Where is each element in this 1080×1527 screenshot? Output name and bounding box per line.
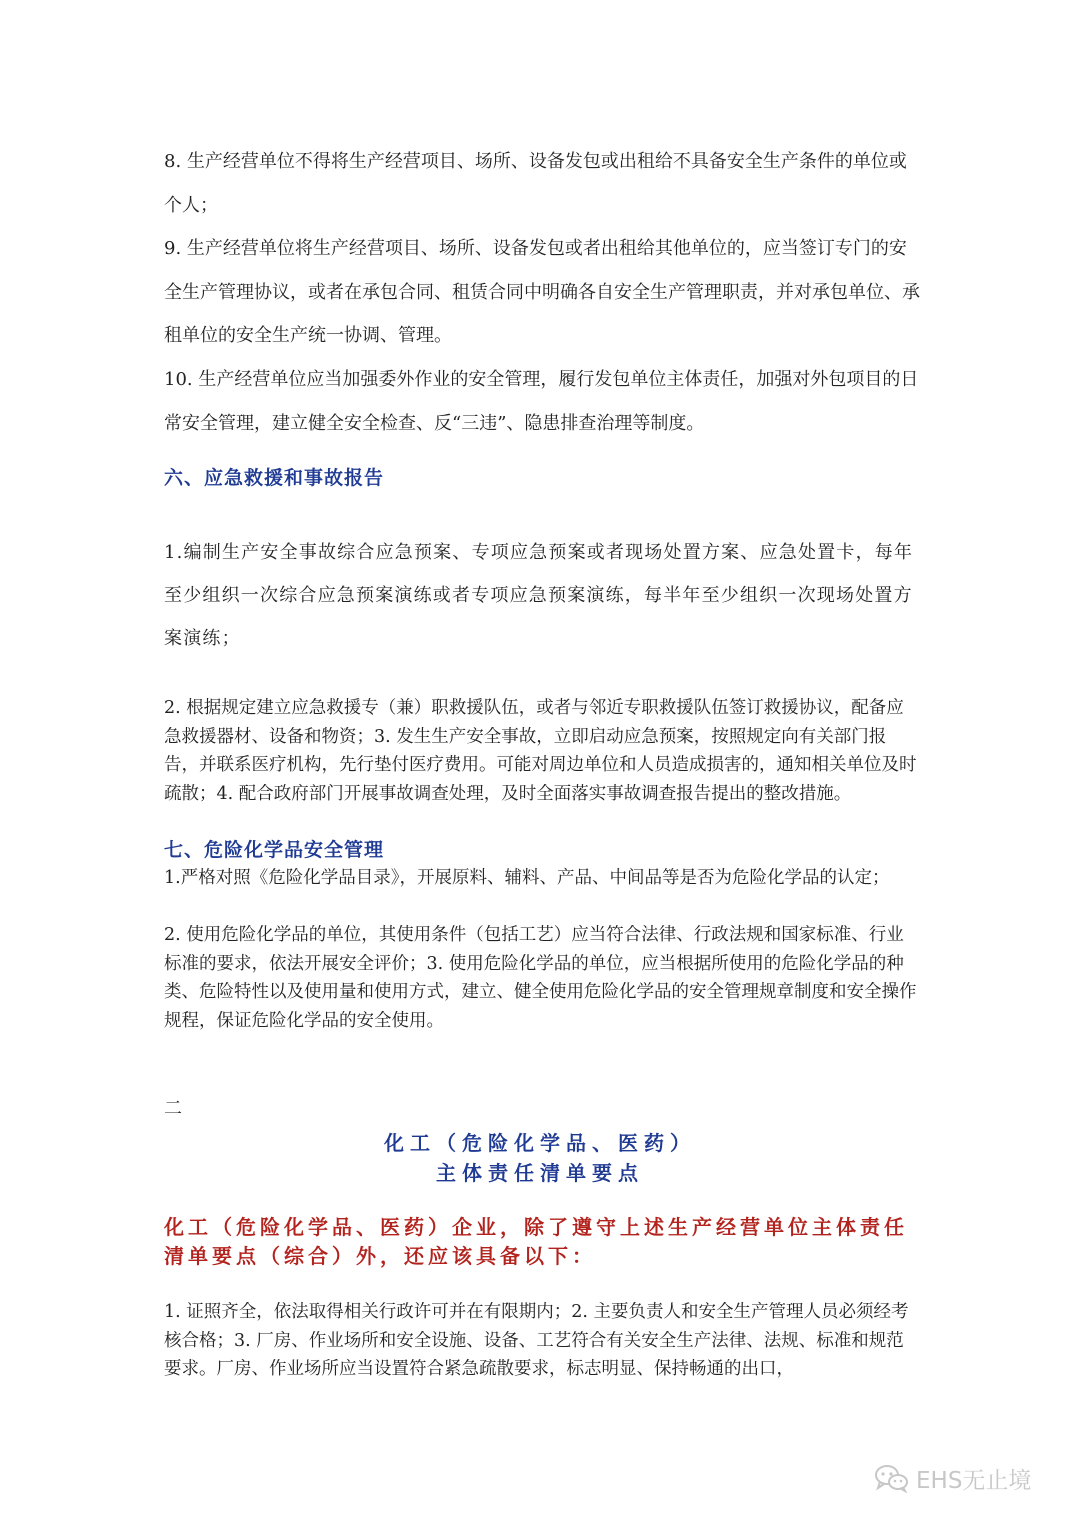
part-marker: 二 — [164, 1098, 182, 1119]
wechat-icon — [874, 1463, 910, 1493]
paragraph-item-9: 9. 生产经营单位将生产经营项目、场所、设备发包或者出租给其他单位的，应当签订专门的安全生产管理协议，或者在承包合同、租赁合同中明确各自安全生产管理职责，并对承包单位、承租单位的安全生产统一协调、管理。 — [164, 238, 920, 346]
chemicals-paragraph-1: 1.严格对照《危险化学品目录》，开展原料、辅料、产品、中间品等是否为危险化学品的认定； — [164, 868, 890, 888]
chemicals-paragraph-2: 2. 使用危险化学品的单位，其使用条件（包括工艺）应当符合法律、行政法规和国家标准、行业标准的要求，依法开展安全评价；3. 使用危险化学品的单位，应当根据所使用的危险化学品的种类、危险特性以及使用量和使用方式，建立、健全使用危险化学品的安全管理规章制度和安全操作规程，保证危险化学品的安全使用。 — [164, 925, 917, 1031]
section-heading-emergency: 六、应急救援和事故报告 — [164, 467, 385, 489]
paragraph-item-10: 10. 生产经营单位应当加强委外作业的安全管理，履行发包单位主体责任，加强对外包项目的日常安全管理，建立健全安全检查、反“三违”、隐患排查治理等制度。 — [164, 369, 919, 434]
watermark-label: EHS无止境 — [916, 1467, 1032, 1494]
part2-paragraph-1: 1. 证照齐全，依法取得相关行政许可并在有限期内；2. 主要负责人和安全生产管理人员必须经考核合格；3. 厂房、作业场所和安全设施、设备、工艺符合有关安全生产法律、法规、标准和规范要求。厂房、作业场所应当设置符合紧急疏散要求，标志明显、保持畅通的出口， — [164, 1302, 909, 1379]
watermark — [874, 1460, 1031, 1496]
emergency-paragraph-2: 2. 根据规定建立应急救援专（兼）职救援队伍，或者与邻近专职救援队伍签订救援协议，配备应急救援器材、设备和物资；3. 发生生产安全事故，立即启动应急预案，按照规定向有关部门报告，并联系医疗机构，先行垫付医疗费用。可能对周边单位和人员造成损害的，通知相关单位及时疏散；4. 配合政府部门开展事故调查处理，及时全面落实事故调查报告提出的整改措施。 — [164, 698, 917, 804]
document-title-line-1: 化工（危险化学品、医药） — [384, 1131, 696, 1155]
emergency-paragraph-1: 1.编制生产安全事故综合应急预案、专项应急预案或者现场处置方案、应急处置卡，每年至少组织一次综合应急预案演练或者专项应急预案演练，每半年至少组织一次现场处置方案演练； — [164, 542, 914, 649]
intro-statement: 化工（危险化学品、医药）企业，除了遵守上述生产经营单位主体责任清单要点（综合）外，还应该具备以下： — [164, 1215, 908, 1268]
document-title-line-2: 主体责任清单要点 — [436, 1161, 644, 1185]
paragraph-item-8: 8. 生产经营单位不得将生产经营项目、场所、设备发包或出租给不具备安全生产条件的单位或个人； — [164, 151, 907, 216]
section-heading-hazardous-chemicals: 七、危险化学品安全管理 — [164, 839, 385, 861]
